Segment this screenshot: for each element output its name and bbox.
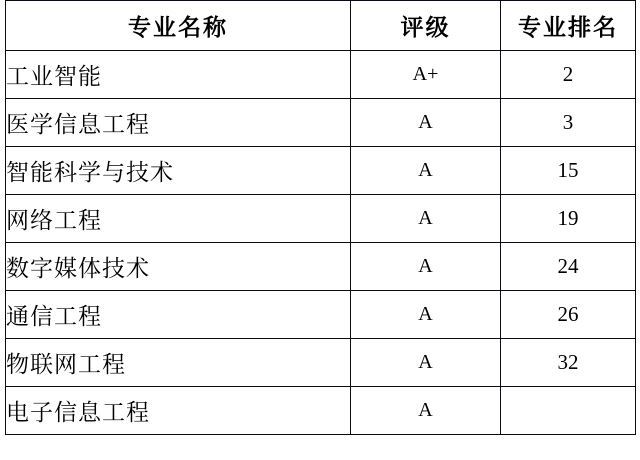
cell-grade: A [351,99,501,147]
column-header-rank: 专业排名 [501,1,636,51]
cell-rank: 19 [501,195,636,243]
cell-grade: A [351,147,501,195]
cell-rank: 3 [501,99,636,147]
table-row [6,99,636,147]
cell-rank: 15 [501,147,636,195]
cell-rank: 26 [501,291,636,339]
table-header-row [6,1,636,51]
table-row [6,51,636,99]
table-row [6,339,636,387]
table-row [6,243,636,291]
column-header-major-name: 专业名称 [6,1,351,51]
cell-grade: A [351,339,501,387]
column-header-grade: 评级 [351,1,501,51]
table-body [6,51,636,435]
cell-major-name: 智能科学与技术 [6,147,351,195]
cell-major-name: 物联网工程 [6,339,351,387]
cell-major-name: 网络工程 [6,195,351,243]
cell-grade: A [351,387,501,435]
cell-grade: A [351,243,501,291]
cell-rank: 32 [501,339,636,387]
cell-rank: 2 [501,51,636,99]
cell-grade: A+ [351,51,501,99]
cell-grade: A [351,291,501,339]
cell-rank [501,387,636,435]
cell-rank: 24 [501,243,636,291]
cell-major-name: 医学信息工程 [6,99,351,147]
cell-grade: A [351,195,501,243]
table-row [6,387,636,435]
cell-major-name: 通信工程 [6,291,351,339]
table-row [6,291,636,339]
cell-major-name: 数字媒体技术 [6,243,351,291]
major-ranking-table [5,0,636,435]
cell-major-name: 电子信息工程 [6,387,351,435]
cell-major-name: 工业智能 [6,51,351,99]
table-row [6,147,636,195]
table-row [6,195,636,243]
